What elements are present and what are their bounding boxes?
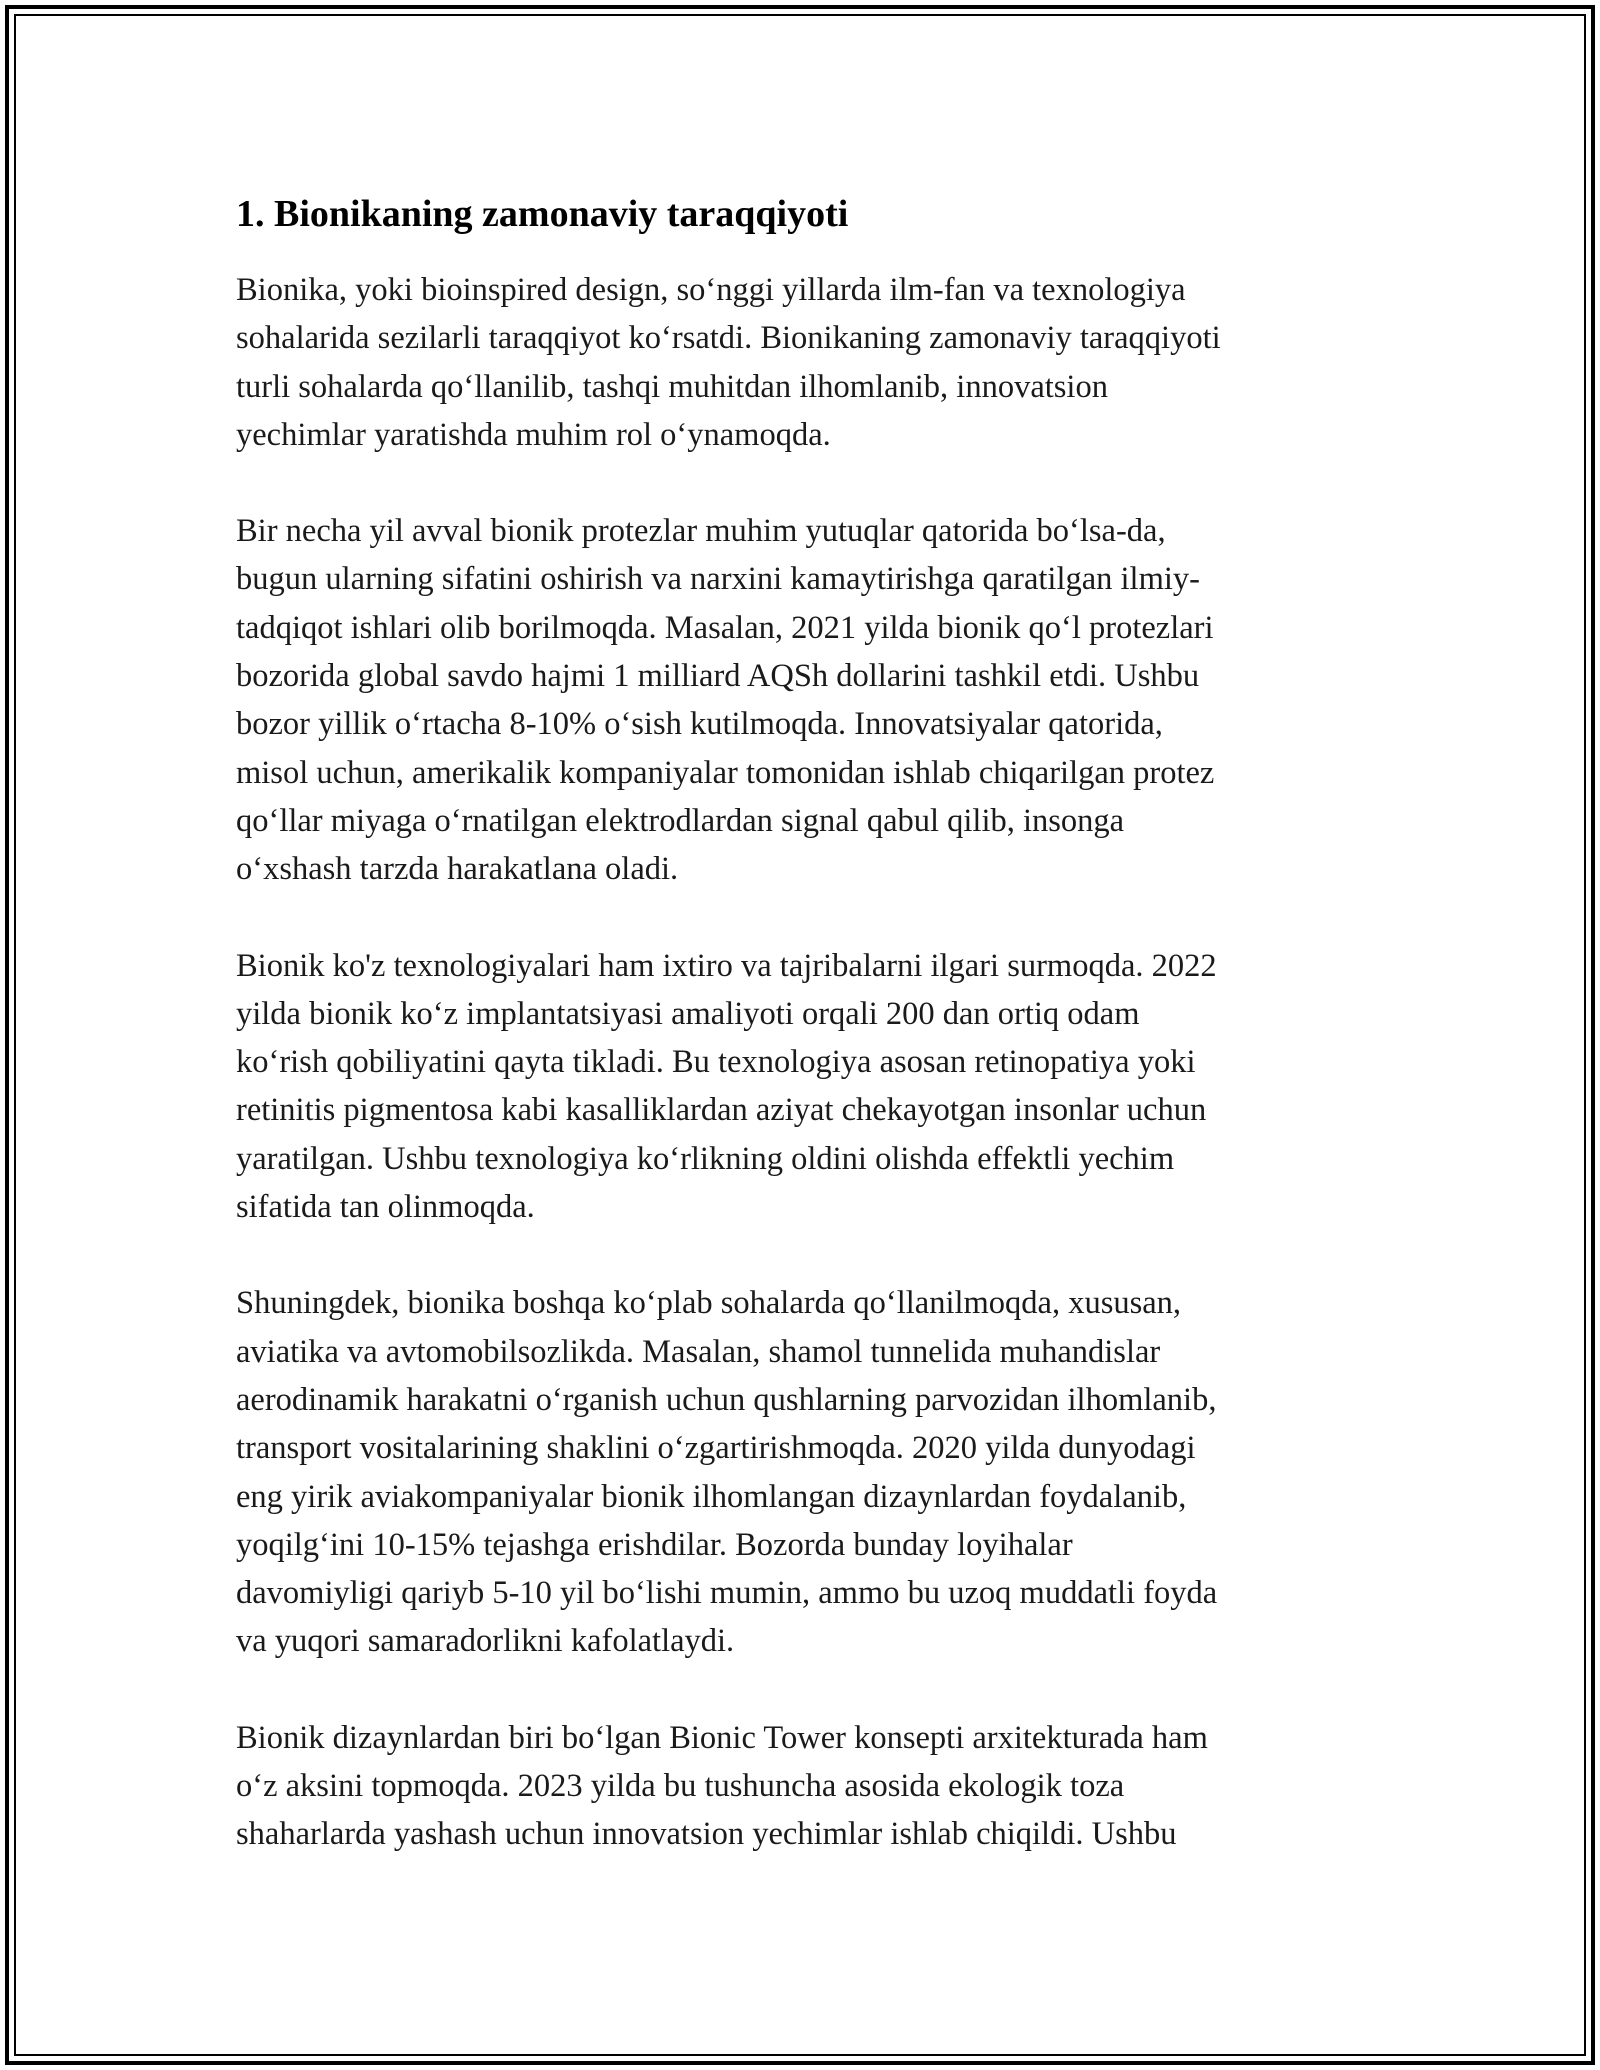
text-line: bozor yillik o‘rtacha 8-10% o‘sish kutilmoqda. Innovatsiyalar qatorida,: [236, 706, 1163, 743]
text-line: misol uchun, amerikalik kompaniyalar tomonidan ishlab chiqarilgan protez: [236, 754, 1215, 791]
section-title: 1. Bionikaning zamonaviy taraqqiyoti: [236, 193, 849, 235]
text-line: aerodinamik harakatni o‘rganish uchun qushlarning parvozidan ilhomlanib,: [236, 1381, 1217, 1418]
text-line: qo‘llar miyaga o‘rnatilgan elektrodlardan signal qabul qilib, insonga: [236, 802, 1125, 839]
text-line: ko‘rish qobiliyatini qayta tikladi. Bu texnologiya asosan retinopatiya yoki: [236, 1044, 1196, 1081]
text-line: Bionika, yoki bioinspired design, so‘nggi yillarda ilm-fan va texnologiya: [236, 272, 1186, 308]
paragraph-2: [236, 507, 1366, 893]
text-line: transport vositalarining shaklini o‘zgartirishmoqda. 2020 yilda dunyodagi: [236, 1430, 1196, 1467]
text-line: tadqiqot ishlari olib borilmoqda. Masalan, 2021 yilda bionik qo‘l protezlari: [236, 609, 1214, 646]
paragraph-4: [236, 1279, 1366, 1665]
text-line: shaharlarda yashash uchun innovatsion yechimlar ishlab chiqildi. Ushbu: [236, 1816, 1177, 1853]
text-line: turli sohalarda qo‘llanilib, tashqi muhitdan ilhomlanib, innovatsion: [236, 368, 1108, 405]
text-line: sohalarida sezilarli taraqqiyot ko‘rsatdi. Bionikaning zamonaviy taraqqiyoti: [236, 320, 1221, 357]
text-line: retinitis pigmentosa kabi kasalliklardan aziyat chekayotgan insonlar uchun: [236, 1092, 1207, 1129]
paragraph-5: [236, 1714, 1366, 1859]
text-line: aviatika va avtomobilsozlikda. Masalan, shamol tunnelida muhandislar: [236, 1333, 1161, 1370]
document-body: [236, 188, 1366, 1907]
text-line: yilda bionik ko‘z implantatsiyasi amaliyoti orqali 200 dan ortiq odam: [236, 995, 1140, 1032]
text-line: yechimlar yaratishda muhim rol o‘ynamoqda.: [236, 416, 831, 453]
text-line: Shuningdek, bionika boshqa ko‘plab sohalarda qo‘llanilmoqda, xususan,: [236, 1285, 1182, 1322]
text-line: bozorida global savdo hajmi 1 milliard AQSh dollarini tashkil etdi. Ushbu: [236, 658, 1200, 695]
text-line: Bionik ko'z texnologiyalari ham ixtiro va tajribalarni ilgari surmoqda. 2022: [236, 947, 1217, 984]
text-line: o‘xshash tarzda harakatlana oladi.: [236, 851, 679, 888]
text-line: Bionik dizaynlardan biri bo‘lgan Bionic Tower konsepti arxitekturada ham: [236, 1719, 1208, 1756]
paragraph-1: [236, 266, 1366, 459]
text-line: va yuqori samaradorlikni kafolatlaydi.: [236, 1623, 735, 1660]
text-line: yoqilg‘ini 10-15% tejashga erishdilar. Bozorda bunday loyihalar: [236, 1526, 1073, 1563]
text-line: bugun ularning sifatini oshirish va narxini kamaytirishga qaratilgan ilmiy-: [236, 561, 1200, 598]
text-line: Bir necha yil avval bionik protezlar muhim yutuqlar qatorida bo‘lsa-da,: [236, 513, 1166, 550]
text-line: yaratilgan. Ushbu texnologiya ko‘rlikning oldini olishda effektli yechim: [236, 1140, 1175, 1177]
text-line: eng yirik aviakompaniyalar bionik ilhomlangan dizaynlardan foydalanib,: [236, 1478, 1187, 1515]
text-line: o‘z aksini topmoqda. 2023 yilda bu tushuncha asosida ekologik toza: [236, 1768, 1125, 1805]
text-line: davomiyligi qariyb 5-10 yil bo‘lishi mumin, ammo bu uzoq muddatli foyda: [236, 1575, 1218, 1612]
text-line: sifatida tan olinmoqda.: [236, 1189, 535, 1226]
paragraph-3: [236, 942, 1366, 1232]
